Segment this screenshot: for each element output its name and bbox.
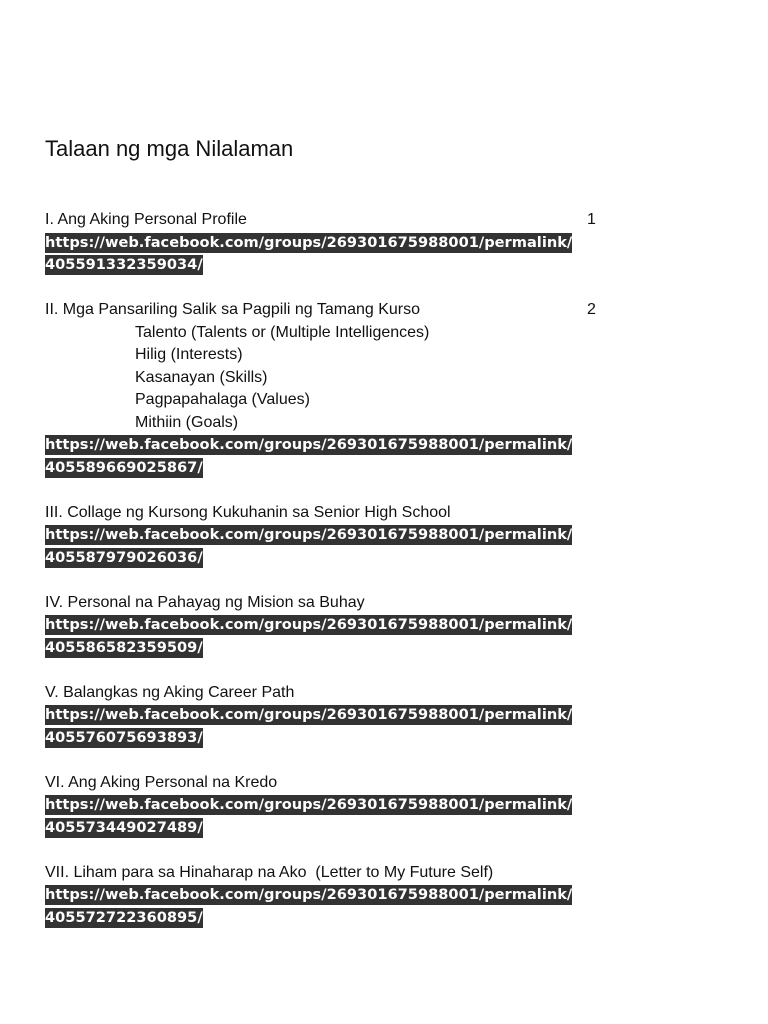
toc-link-line: 405589669025867/: [45, 458, 203, 476]
toc-link-line: https://web.facebook.com/groups/269301675988001/permalink/: [45, 796, 573, 813]
toc-subitem: Talento (Talents or (Multiple Intelligences): [135, 323, 430, 341]
toc-entry: [45, 299, 745, 479]
toc-link-line: https://web.facebook.com/groups/269301675988001/permalink/: [45, 526, 573, 543]
toc-heading-row: [45, 682, 745, 705]
toc-heading-row: [45, 502, 745, 525]
toc-heading-row: [45, 209, 745, 232]
toc-heading: VII. Liham para sa Hinaharap na Ako (Letter to My Future Self): [45, 863, 494, 881]
toc-link-line: 405586582359509/: [45, 638, 203, 656]
toc-page-number: 1: [587, 211, 596, 228]
toc-entry: [45, 682, 745, 750]
toc-link-line: 405587979026036/: [45, 548, 203, 566]
toc-link[interactable]: [45, 524, 745, 569]
toc-link-line: 405576075693893/: [45, 728, 203, 746]
toc-link-line: https://web.facebook.com/groups/269301675988001/permalink/: [45, 706, 573, 723]
toc-page-number: 2: [587, 301, 596, 318]
toc-link[interactable]: [45, 232, 745, 277]
toc-heading-row: [45, 299, 745, 322]
toc-subitem: Mithiin (Goals): [135, 413, 239, 431]
toc-entry: [45, 209, 745, 277]
table-of-contents: [45, 209, 745, 952]
toc-link[interactable]: [45, 434, 745, 479]
toc-heading-row: [45, 862, 745, 885]
toc-heading: I. Ang Aking Personal Profile: [45, 211, 247, 228]
toc-link-line: https://web.facebook.com/groups/269301675988001/permalink/: [45, 616, 573, 633]
toc-heading: III. Collage ng Kursong Kukuhanin sa Senior High School: [45, 503, 451, 521]
toc-link-line: 405573449027489/: [45, 818, 203, 836]
page-title: Talaan ng mga Nilalaman: [45, 136, 294, 161]
toc-entry: [45, 862, 745, 930]
toc-link[interactable]: [45, 794, 745, 839]
toc-heading-row: [45, 592, 745, 615]
toc-subitem: Kasanayan (Skills): [135, 368, 268, 386]
toc-subitem: Pagpapahalaga (Values): [135, 391, 310, 408]
toc-heading: VI. Ang Aking Personal na Kredo: [45, 773, 278, 791]
toc-heading: II. Mga Pansariling Salik sa Pagpili ng Tamang Kurso: [45, 301, 421, 318]
toc-link[interactable]: [45, 704, 745, 749]
toc-link-line: https://web.facebook.com/groups/269301675988001/permalink/: [45, 886, 573, 903]
toc-link-line: 405591332359034/: [45, 256, 203, 273]
toc-link-line: https://web.facebook.com/groups/269301675988001/permalink/: [45, 233, 573, 251]
toc-entry: [45, 502, 745, 570]
toc-entry: [45, 592, 745, 660]
toc-entry: [45, 772, 745, 840]
toc-heading: V. Balangkas ng Aking Career Path: [45, 683, 295, 701]
toc-link[interactable]: [45, 884, 745, 929]
toc-heading-row: [45, 772, 745, 795]
toc-subitem: Hilig (Interests): [135, 346, 243, 363]
toc-link-line: 405572722360895/: [45, 908, 203, 926]
toc-heading: IV. Personal na Pahayag ng Mision sa Buhay: [45, 593, 365, 611]
toc-link-line: https://web.facebook.com/groups/269301675988001/permalink/: [45, 436, 573, 453]
toc-link[interactable]: [45, 614, 745, 659]
